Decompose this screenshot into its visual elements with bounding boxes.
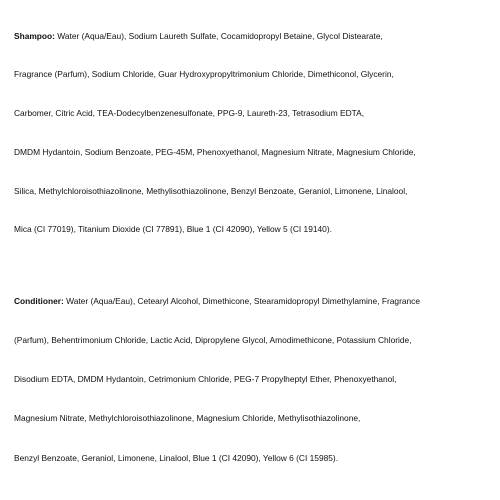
conditioner-line-5: Benzyl Benzoate, Geraniol, Limonene, Linalool, Blue 1 (CI 42090), Yellow 6 (CI 15985). (14, 453, 339, 463)
shampoo-line-2: Fragrance (Parfum), Sodium Chloride, Guar Hydroxypropyltrimonium Chloride, Dimethiconol, Glycerin, (14, 69, 394, 79)
shampoo-line-1-text: Water (Aqua/Eau), Sodium Laureth Sulfate, Cocamidopropyl Betaine, Glycol Distearate, (54, 31, 383, 41)
shampoo-line-5: Silica, Methylchloroisothiazolinone, Methylisothiazolinone, Benzyl Benzoate, Geraniol, Limonene, Linalool, (14, 186, 408, 196)
conditioner-label: Conditioner: (14, 296, 64, 306)
conditioner-line-2: (Parfum), Behentrimonium Chloride, Lactic Acid, Dipropylene Glycol, Amodimethicone, Potassium Chloride, (14, 335, 412, 345)
shampoo-line-4: DMDM Hydantoin, Sodium Benzoate, PEG-45M, Phenoxyethanol, Magnesium Nitrate, Magnesium Chloride, (14, 147, 416, 157)
conditioner-line-4: Magnesium Nitrate, Methylchloroisothiazolinone, Magnesium Chloride, Methylisothiazolinone, (14, 413, 361, 423)
shampoo-line-6: Mica (CI 77019), Titanium Dioxide (CI 77891), Blue 1 (CI 42090), Yellow 5 (CI 19140). (14, 224, 332, 234)
shampoo-line-1 (14, 31, 383, 41)
conditioner-line-1-text: Water (Aqua/Eau), Cetearyl Alcohol, Dimethicone, Stearamidopropyl Dimethylamine, Fragrance (63, 296, 421, 306)
conditioner-line-3: Disodium EDTA, DMDM Hydantoin, Cetrimonium Chloride, PEG-7 Propylheptyl Ether, Phenoxyethanol, (14, 374, 397, 384)
shampoo-label: Shampoo: (14, 31, 55, 41)
shampoo-line-3: Carbomer, Citric Acid, TEA-Dodecylbenzenesulfonate, PPG-9, Laureth-23, Tetrasodium EDTA, (14, 108, 365, 118)
conditioner-line-1 (14, 296, 420, 306)
